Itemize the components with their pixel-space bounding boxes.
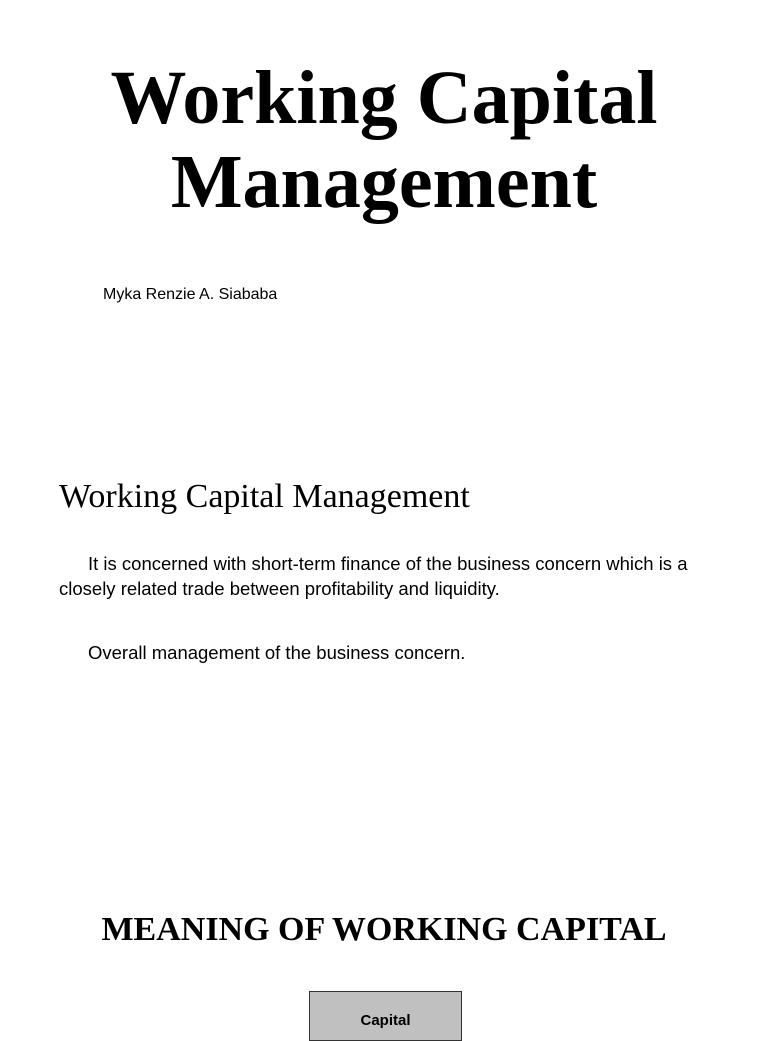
section-heading-working-capital-management: Working Capital Management <box>59 478 470 515</box>
capital-box-label: Capital <box>360 1012 411 1029</box>
title-line-2: Management <box>170 140 598 224</box>
section-heading-meaning: MEANING OF WORKING CAPITAL <box>101 911 667 948</box>
document-title <box>0 56 768 224</box>
overall-management-paragraph: Overall management of the business concern. <box>88 642 466 663</box>
definition-paragraph: It is concerned with short-term finance of the business concern which is a closely related trade between profitability and liquidity. <box>59 553 688 599</box>
author-name: Myka Renzie A. Siababa <box>103 286 278 303</box>
title-line-1: Working Capital <box>110 56 658 140</box>
capital-diagram-box <box>309 991 462 1041</box>
